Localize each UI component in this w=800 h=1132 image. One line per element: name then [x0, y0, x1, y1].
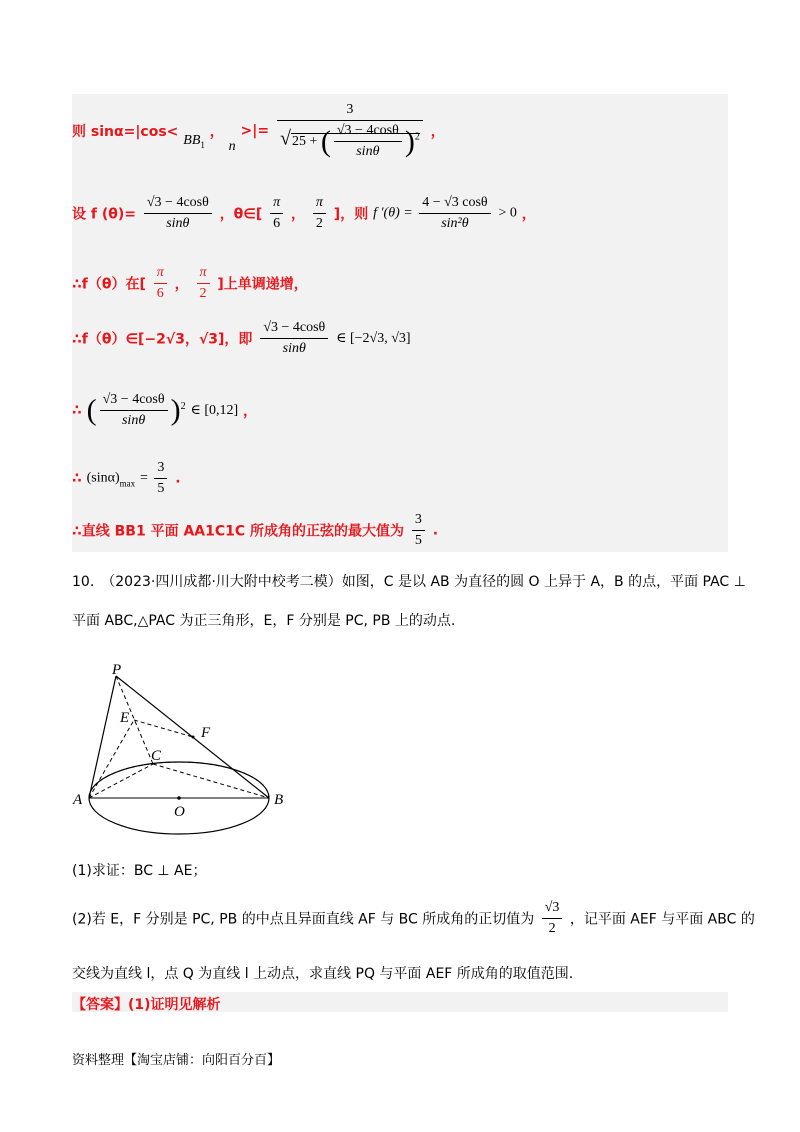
footer-text: 资料整理【淘宝店铺：向阳百分百】	[72, 1053, 281, 1068]
answer-label: 【答案】(1)证明见解析	[72, 997, 221, 1013]
label-C: C	[151, 748, 162, 764]
solution-line-7: ∴直线 BB1 平面 AA1C1C 所成角的正弦的最大值为 $\frac{3}{5}$ .	[72, 512, 439, 548]
label-E: E	[120, 710, 130, 726]
solution-line-6: ∴ $(\sin\alpha)_{max}$ = $\frac{3}{5}$ .	[72, 460, 181, 496]
label-P: P	[112, 662, 122, 678]
solution-line-2: 设 f (θ)= $\frac{√3 - 4\cos\theta}{\sin\theta}$ ，θ∈[ $\frac{\pi}{6}$ ， $\frac{\pi}{2}$ ]，则 f ′(θ) = $\frac{4 - √3 \cos\theta}{\text{sin²θ}}$ > 0 ，	[72, 195, 536, 231]
geometry-figure	[68, 662, 308, 842]
solution-line-5: ∴ ( $\frac{√3 - 4\cos\theta}{\sin\theta}$ )$^2$ ∈ [0,12] ，	[72, 392, 258, 428]
label-O: O	[174, 804, 185, 820]
solution-line-3: ∴f（θ）在[ $\frac{\pi}{6}$ ， $\frac{\pi}{2}$ ]上单调递增，	[72, 265, 308, 301]
label-B: B	[274, 792, 284, 808]
sub-question-1: (1)求证：BC ⊥ AE；	[72, 863, 207, 879]
problem-line-2: 平面 ABC,△PAC 为正三角形，E，F 分别是 PC, PB 上的动点.	[72, 613, 456, 629]
cos-fraction: 3 √25 + ( $\frac{√3 - 4\cos\theta}{\sin\theta}$ )$^2$	[277, 100, 423, 162]
problem-line-1: 10. （2023·四川成都·川大附中校考二模）如图，C 是以 AB 为直径的圆 O 上异于 A，B 的点，平面 PAC ⊥	[72, 574, 746, 590]
solution-line-4: ∴f（θ）∈[−2√3，√3]，即 $\frac{√3 - 4\cos\theta}{\sin\theta}$ ∈ [−2√3, √3]	[72, 320, 411, 356]
solution-line-1: 则 $\sin\alpha=|\cos< BB_1$ ， n >|= 3 √25 + ( $\frac{√3 - 4\cos\theta}{\sin\theta}$ )$^2$ ，	[72, 100, 445, 162]
label-F: F	[201, 725, 211, 741]
label-A: A	[73, 792, 83, 808]
sub-question-2-line-1: (2)若 E，F 分别是 PC, PB 的中点且异面直线 AF 与 BC 所成角的正切值为 $\frac{√3}{2}$ ，记平面 AEF 与平面 ABC 的	[72, 900, 755, 936]
sub-question-2-line-2: 交线为直线 l，点 Q 为直线 l 上动点，求直线 PQ 与平面 AEF 所成角的取值范围.	[72, 966, 574, 982]
